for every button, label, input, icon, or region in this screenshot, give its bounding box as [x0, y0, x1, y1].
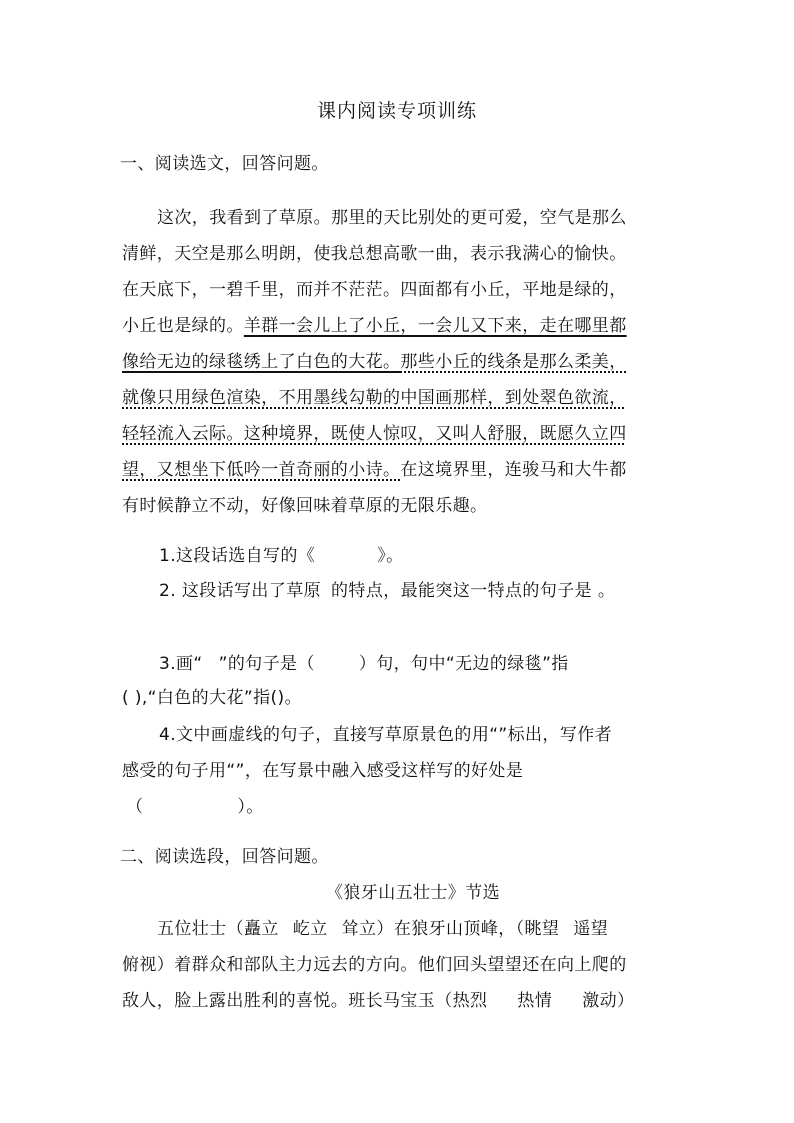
passage-line-7 — [122, 423, 627, 445]
question-4-line-3 — [126, 796, 264, 818]
answer-blank-close: ）。 — [237, 797, 264, 817]
passage-line-8 — [122, 459, 627, 481]
question-1-text: 1.这段话选自写的《 — [159, 546, 316, 566]
dotted-sentence: 望，又想坐下低吟一首奇丽的小诗。 — [122, 460, 401, 480]
question-4: 4.文中画虚线的句子，直接写草原景色的用“”标出，写作者 — [159, 725, 613, 745]
excerpt-text: 耸立）在狼牙山顶峰，（眺望 — [341, 919, 560, 939]
section2-heading: 二、阅读选段，回答问题。 — [120, 847, 329, 867]
underlined-sentence: 像给无边的绿毯绣上了白色的大花。 — [122, 352, 401, 372]
passage-line-6 — [122, 387, 627, 409]
passage-line-9: 有时候静立不动，好像回味着草原的无限乐趣。 — [122, 496, 488, 516]
excerpt-line-1 — [157, 918, 608, 940]
excerpt-text: 五位壮士（矗立 — [157, 919, 279, 939]
question-2-text: 2. 这段话写出了草原 — [159, 581, 322, 601]
excerpt-line-2: 俯视）着群众和部队主力远去的方向。他们回头望望还在向上爬的 — [122, 955, 627, 975]
word-choice: 屹立 — [292, 919, 328, 939]
question-2 — [159, 580, 615, 602]
plain-text: 小丘也是绿的。 — [122, 316, 244, 336]
question-4-line-2: 感受的句子用“”，在写景中融入感受这样写的好处是 — [122, 761, 524, 781]
question-3-line-2: ( ),“白色的大花”指()。 — [122, 688, 302, 708]
word-choice: 激动） — [582, 991, 635, 1011]
question-1 — [159, 545, 404, 567]
question-1-end: 》。 — [377, 546, 404, 566]
word-choice: 遥望 — [573, 919, 609, 939]
underlined-sentence: 羊群一会儿上了小丘，一会儿又下来，走在哪里都 — [243, 316, 627, 336]
question-3 — [159, 653, 569, 675]
question-3-end: ）句，句中“无边的绿毯”指 — [358, 654, 569, 674]
dotted-sentence: 轻轻流入云际。这种境界，既使人惊叹，又叫人舒服，既愿久立四 — [122, 424, 627, 444]
excerpt-text: 敌人，脸上露出胜利的喜悦。班长马宝玉（热烈 — [122, 991, 488, 1011]
excerpt-line-3 — [122, 990, 634, 1012]
passage-line-2: 清鲜，天空是那么明朗，使我总想高歌一曲，表示我满心的愉快。 — [122, 244, 627, 264]
question-3-text: 3.画“ — [159, 654, 203, 674]
question-2-end: 的特点，最能突这一特点的句子是 。 — [331, 581, 616, 601]
passage-line-3: 在天底下，一碧千里，而并不茫茫。四面都有小丘，平地是绿的， — [122, 280, 627, 300]
section1-heading: 一、阅读选文，回答问题。 — [120, 154, 329, 174]
plain-text: 在这境界里，连骏马和大牛都 — [400, 460, 627, 480]
question-3-mid: ”的句子是（ — [218, 654, 315, 674]
passage-line-1: 这次，我看到了草原。那里的天比别处的更可爱，空气是那么 — [157, 208, 627, 228]
dotted-sentence: 就像只用绿色渲染，不用墨线勾勒的中国画那样，到处翠色欲流， — [122, 388, 627, 408]
page-title: 课内阅读专项训练 — [316, 100, 477, 122]
excerpt-title: 《狼牙山五壮士》节选 — [326, 883, 500, 903]
passage-line-4 — [122, 315, 627, 337]
passage-line-5 — [122, 351, 627, 373]
dotted-sentence: 那些小丘的线条是那么柔美， — [400, 352, 627, 372]
word-choice: 热情 — [517, 991, 553, 1011]
answer-blank-open: （ — [126, 797, 144, 817]
